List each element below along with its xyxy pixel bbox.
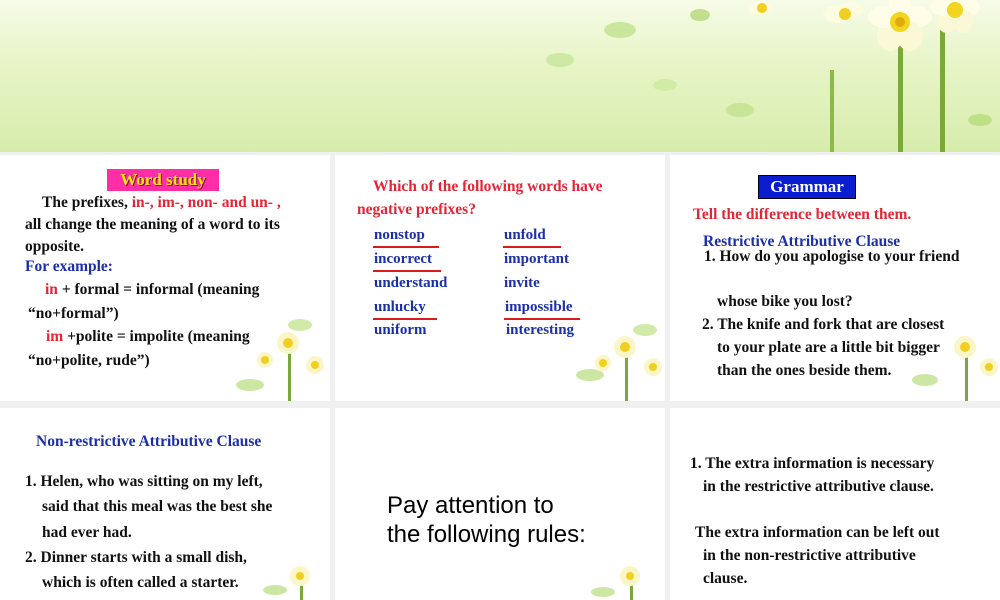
rule-2-line3: clause. bbox=[703, 570, 748, 587]
non-restrictive-heading: Non-restrictive Attributive Clause bbox=[36, 433, 262, 450]
underline-nonstop bbox=[373, 246, 439, 248]
prefix-intro: The prefixes, in-, im-, non- and un- , bbox=[42, 194, 281, 211]
word-invite: invite bbox=[504, 275, 540, 291]
word-important: important bbox=[504, 251, 569, 267]
non-restrictive-example-2-line2: which is often called a starter. bbox=[42, 574, 239, 591]
pay-attention-line1: Pay attention to bbox=[387, 492, 554, 519]
flower-decoration-icon bbox=[565, 305, 665, 401]
underline-unlucky bbox=[373, 318, 437, 320]
word-understand: understand bbox=[374, 275, 448, 291]
underline-impossible bbox=[504, 318, 580, 320]
example-impolite-meaning: “no+polite, rude”) bbox=[28, 352, 150, 369]
example-label: For example: bbox=[25, 258, 113, 275]
flower-decoration-icon bbox=[260, 558, 330, 600]
non-restrictive-example-2: 2. Dinner starts with a small dish, bbox=[25, 549, 247, 566]
restrictive-example-2-line2: to your plate are a little bit bigger bbox=[717, 339, 940, 356]
restrictive-heading: Restrictive Attributive Clause bbox=[703, 233, 901, 250]
word-incorrect: incorrect bbox=[374, 251, 433, 267]
word-uniform: uniform bbox=[374, 322, 427, 338]
underline-incorrect bbox=[373, 270, 441, 272]
rule-1-line2: in the restrictive attributive clause. bbox=[703, 478, 934, 495]
underline-unfold bbox=[503, 246, 561, 248]
non-restrictive-example-1-line3: had ever had. bbox=[42, 524, 132, 541]
prefix-intro-line2: all change the meaning of a word to its bbox=[25, 216, 280, 233]
slide-grid bbox=[0, 152, 1000, 600]
slide-grammar bbox=[670, 155, 1000, 401]
question-line1: Which of the following words have bbox=[373, 178, 603, 195]
question-line2: negative prefixes? bbox=[357, 201, 476, 218]
restrictive-example-2: 2. The knife and fork that are closest bbox=[702, 316, 945, 333]
grammar-tag: Grammar bbox=[758, 175, 856, 199]
word-interesting: interesting bbox=[506, 322, 575, 338]
word-unfold: unfold bbox=[504, 227, 546, 243]
restrictive-example-2-line3: than the ones beside them. bbox=[717, 362, 892, 379]
restrictive-example-1: 1. How do you apologise to your friend bbox=[704, 248, 960, 265]
prefix-intro-line3: opposite. bbox=[25, 238, 84, 255]
example-informal-meaning: “no+formal”) bbox=[28, 305, 119, 322]
non-restrictive-example-1-line2: said that this meal was the best she bbox=[42, 498, 273, 515]
rule-1: 1. The extra information is necessary bbox=[690, 455, 935, 472]
flower-decoration-icon bbox=[585, 558, 665, 600]
word-unlucky: unlucky bbox=[374, 299, 426, 315]
slide-negative-prefixes bbox=[335, 155, 665, 401]
header-banner bbox=[0, 0, 1000, 152]
example-impolite: im +polite = impolite (meaning bbox=[46, 328, 250, 345]
pay-attention-line2: the following rules: bbox=[387, 521, 586, 548]
word-nonstop: nonstop bbox=[374, 227, 425, 243]
word-impossible: impossible bbox=[505, 299, 573, 315]
slide-pay-attention bbox=[335, 408, 665, 600]
flower-banner-illustration bbox=[0, 0, 1000, 152]
rule-2-line2: in the non-restrictive attributive bbox=[703, 547, 916, 564]
example-informal: in + formal = informal (meaning bbox=[45, 281, 260, 298]
slide-rules bbox=[670, 408, 1000, 600]
word-study-tag: Word study bbox=[107, 169, 219, 191]
slide-non-restrictive bbox=[0, 408, 330, 600]
grammar-heading: Tell the difference between them. bbox=[693, 206, 912, 223]
non-restrictive-example-1: 1. Helen, who was sitting on my left, bbox=[25, 473, 263, 490]
rule-2: The extra information can be left out bbox=[695, 524, 940, 541]
restrictive-example-1-line2: whose bike you lost? bbox=[717, 293, 853, 310]
flower-decoration-icon bbox=[230, 305, 330, 401]
slide-word-study bbox=[0, 155, 330, 401]
